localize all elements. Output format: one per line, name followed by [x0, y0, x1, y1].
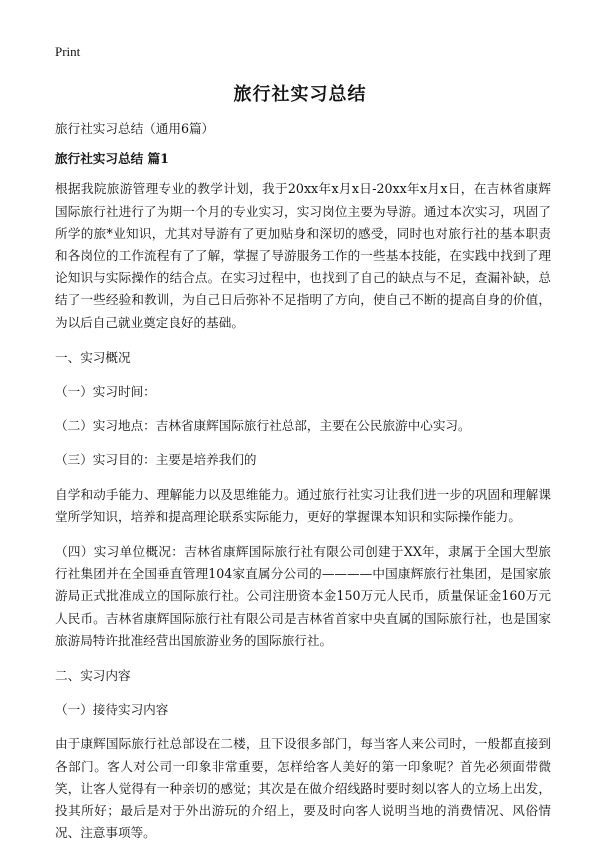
- item-purpose: （三）实习目的：主要是培养我们的: [55, 452, 257, 468]
- item-location: （二）实习地点：吉林省康辉国际旅行社总部，主要在公民旅游中心实习。: [55, 418, 471, 434]
- print-link[interactable]: Print: [55, 44, 81, 59]
- paragraph-abilities: 自学和动手能力、理解能力以及思维能力。通过旅行社实习让我们进一步的巩固和理解课堂所学知识，培养和提高理论联系实际能力，更好的掌握课本知识和实际操作能力。: [55, 486, 551, 524]
- paragraph-company: （四）实习单位概况：吉林省康辉国际旅行社有限公司创建于XX年，隶属于全国大型旅行社集团并在全国垂直管理104家直属分公司的————中国康辉旅行社集团，是国家旅游局正式批准成立的国际旅行社。公司注册资本金150万元人民币，质量保证金160万元人民币。吉林省康辉国际旅行社有限公司是吉林省首家中央直属的国际旅行社，也是国家旅游局特许批准经营出国旅游业务的国际旅行社。: [55, 544, 551, 648]
- heading-overview: 一、实习概况: [55, 349, 131, 365]
- paragraph-intro: 根据我院旅游管理专业的教学计划，我于20xx年x月x日-20xx年x月x日，在吉林省康辉国际旅行社进行了为期一个月的专业实习，实习岗位主要为导游。通过本次实习，巩固了所学的旅*业知识，尤其对导游有了更加贴身和深切的感受，同时也对旅行社的基本职责和各岗位的工作流程有了了解，掌握了导游服务工作的一些基本技能，在实践中找到了理论知识与实际操作的结合点。在实习过程中，也找到了自己的缺点与不足，查漏补缺，总结了一些经验和教训，为自己日后弥补不足指明了方向，使自己不断的提高自身的价值，为以后自己就业奠定良好的基础。: [55, 181, 551, 330]
- section-heading: 旅行社实习总结 篇1: [55, 151, 169, 167]
- item-reception: （一）接待实习内容: [55, 702, 169, 718]
- heading-content: 二、实习内容: [55, 668, 131, 684]
- document-subtitle: 旅行社实习总结（通用6篇）: [55, 121, 215, 136]
- item-time: （一）实习时间：: [55, 384, 156, 400]
- paragraph-reception: 由于康辉国际旅行社总部设在二楼，且下设很多部门，每当客人来公司时，一般都直接到各部门。客人对公司一印象非常重要，怎样给客人美好的第一印象呢？首先必须面带微笑，让客人觉得有一种亲切的感觉；其次是在做介绍线路时要时刻以客人的立场上出发，投其所好；最后是对于外出游玩的介绍上，要及时向客人说明当地的消费情况、风俗情况、注意事项等。: [55, 736, 551, 841]
- document-body: [55, 118, 551, 857]
- page-title: 旅行社实习总结: [233, 84, 367, 105]
